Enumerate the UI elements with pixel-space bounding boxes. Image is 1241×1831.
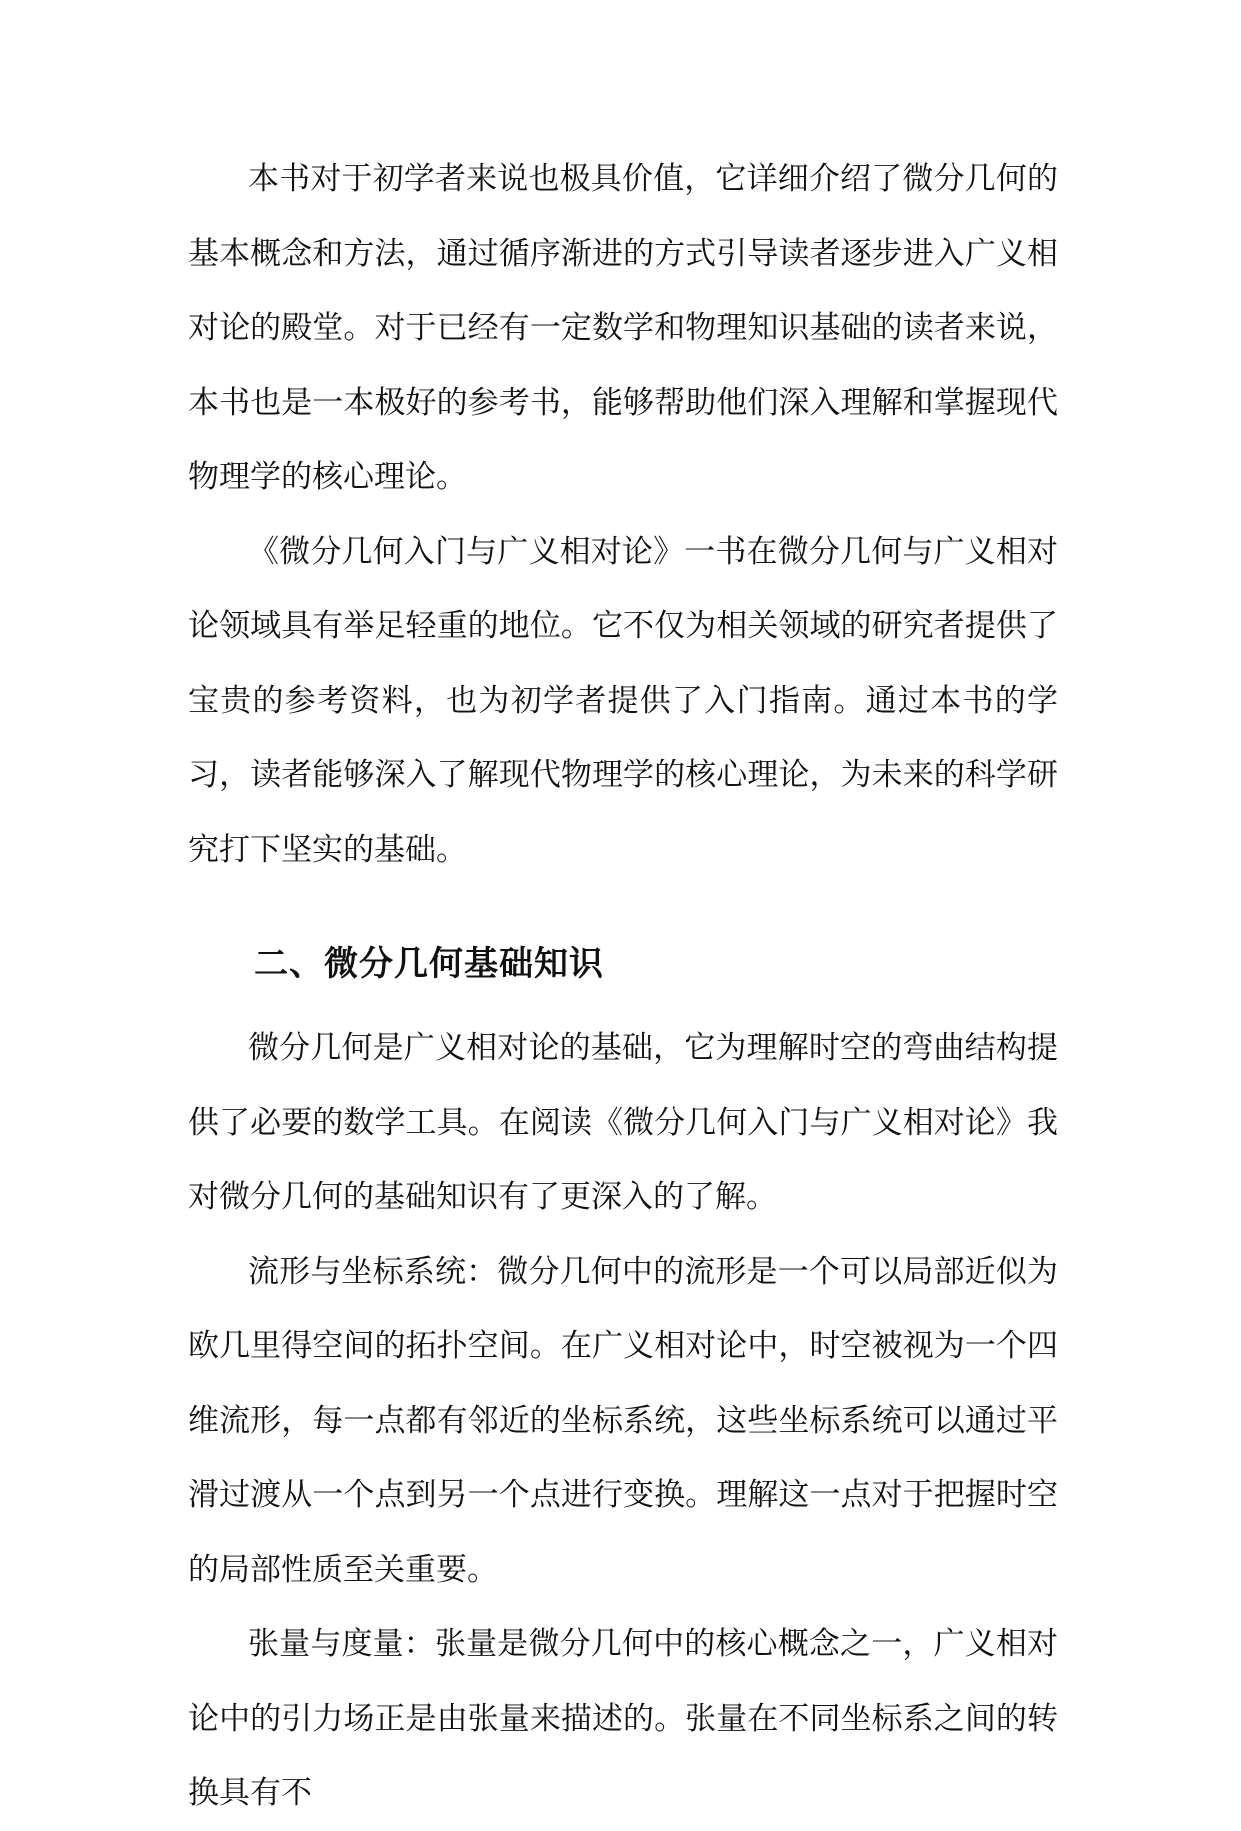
paragraph-manifolds-and-coordinates: 流形与坐标系统：微分几何中的流形是一个可以局部近似为欧几里得空间的拓扑空间。在广义相对论中，时空被视为一个四维流形，每一点都有邻近的坐标系统，这些坐标系统可以通过平滑过渡从一个点到另一个点进行变换。理解这一点对于把握时空的局部性质至关重要。 [188, 1253, 1058, 1588]
section-heading-differential-geometry-basics: 二、微分几何基础知识 [254, 944, 604, 984]
paragraph-book-value-for-beginners: 本书对于初学者来说也极具价值，它详细介绍了微分几何的基本概念和方法，通过循序渐进的方式引导读者逐步进入广义相对论的殿堂。对于已经有一定数学和物理知识基础的读者来说，本书也是一本极好的参考书，能够帮助他们深入理解和掌握现代物理学的核心理论。 [188, 161, 1058, 495]
paragraph-book-significance: 《微分几何入门与广义相对论》一书在微分几何与广义相对论领域具有举足轻重的地位。它不仅为相关领域的研究者提供了宝贵的参考资料，也为初学者提供了入门指南。通过本书的学习，读者能够深入了解现代物理学的核心理论，为未来的科学研究打下坚实的基础。 [188, 533, 1058, 868]
paragraph-differential-geometry-intro: 微分几何是广义相对论的基础，它为理解时空的弯曲结构提供了必要的数学工具。在阅读《微分几何入门与广义相对论》我对微分几何的基础知识有了更深入的了解。 [188, 1030, 1058, 1215]
document-body [188, 142, 1058, 1831]
paragraph-tensors-and-metric: 张量与度量：张量是微分几何中的核心概念之一，广义相对论中的引力场正是由张量来描述的。张量在不同坐标系之间的转换具有不 [188, 1626, 1058, 1811]
